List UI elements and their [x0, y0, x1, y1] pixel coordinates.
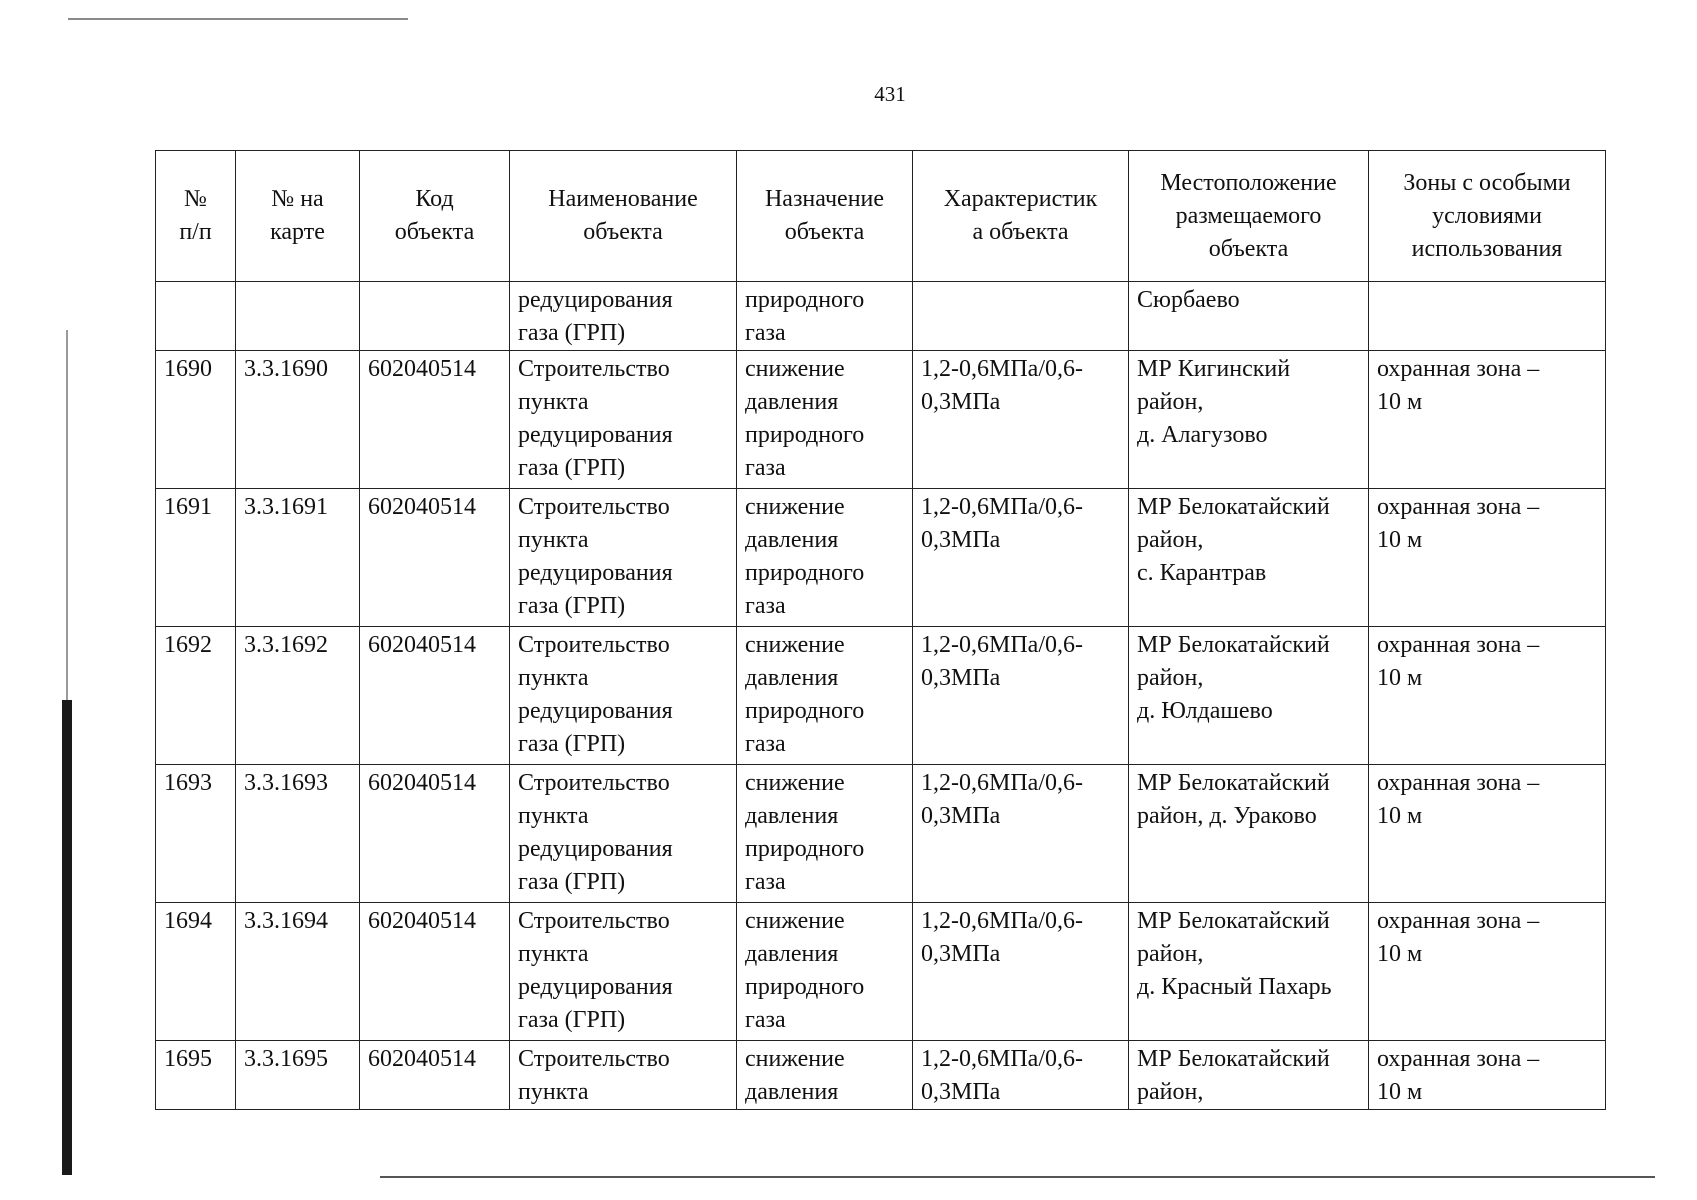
cell-object-location: МР Белокатайский район, д. Ураково — [1129, 765, 1369, 903]
cell-map-number — [236, 282, 360, 351]
cell-object-location: МР Белокатайский район, с. Карантрав — [1129, 489, 1369, 627]
cell-object-purpose: снижение давления природного газа — [737, 627, 913, 765]
cell-object-code: 602040514 — [360, 627, 510, 765]
cell-special-zones: охранная зона – 10 м — [1369, 903, 1606, 1041]
scan-artifact-bottom-line — [380, 1176, 1655, 1178]
cell-object-name: Строительство пункта редуцирования газа (ГРП) — [510, 765, 737, 903]
cell-object-characteristics: 1,2-0,6МПа/0,6- 0,3МПа — [913, 903, 1129, 1041]
cell-object-purpose: снижение давления природного газа — [737, 903, 913, 1041]
cell-object-code — [360, 282, 510, 351]
cell-object-name: Строительство пункта редуцирования газа (ГРП) — [510, 903, 737, 1041]
cell-object-purpose: природного газа — [737, 282, 913, 351]
cell-object-location: Сюрбаево — [1129, 282, 1369, 351]
header-object-purpose: Назначение объекта — [737, 151, 913, 282]
cell-row-number: 1690 — [156, 351, 236, 489]
cell-object-code: 602040514 — [360, 489, 510, 627]
cell-object-characteristics: 1,2-0,6МПа/0,6- 0,3МПа — [913, 351, 1129, 489]
cell-object-name: Строительство пункта редуцирования газа (ГРП) — [510, 489, 737, 627]
cell-object-code: 602040514 — [360, 765, 510, 903]
table-row-continuation — [156, 282, 1606, 351]
cell-special-zones: охранная зона – 10 м — [1369, 351, 1606, 489]
cell-object-name: Строительство пункта редуцирования газа (ГРП) — [510, 351, 737, 489]
cell-object-characteristics: 1,2-0,6МПа/0,6- 0,3МПа — [913, 1041, 1129, 1110]
header-map-number: № на карте — [236, 151, 360, 282]
cell-special-zones: охранная зона – 10 м — [1369, 627, 1606, 765]
cell-map-number: 3.3.1694 — [236, 903, 360, 1041]
cell-object-characteristics: 1,2-0,6МПа/0,6- 0,3МПа — [913, 765, 1129, 903]
cell-object-characteristics — [913, 282, 1129, 351]
cell-row-number: 1691 — [156, 489, 236, 627]
cell-object-location: МР Кигинский район, д. Алагузово — [1129, 351, 1369, 489]
cell-object-location: МР Белокатайский район, д. Юлдашево — [1129, 627, 1369, 765]
cell-map-number: 3.3.1691 — [236, 489, 360, 627]
cell-object-code: 602040514 — [360, 903, 510, 1041]
cell-object-purpose: снижение давления природного газа — [737, 489, 913, 627]
cell-object-purpose: снижение давления природного газа — [737, 351, 913, 489]
cell-object-location: МР Белокатайский район, — [1129, 1041, 1369, 1110]
scan-artifact-top-line — [68, 18, 408, 20]
cell-map-number: 3.3.1690 — [236, 351, 360, 489]
table-header-row — [156, 151, 1606, 282]
cell-object-purpose: снижение давления — [737, 1041, 913, 1110]
objects-table-container — [155, 150, 1605, 1110]
cell-row-number: 1694 — [156, 903, 236, 1041]
header-object-characteristics: Характеристик а объекта — [913, 151, 1129, 282]
scan-artifact-left-thin — [66, 330, 68, 700]
cell-object-code: 602040514 — [360, 351, 510, 489]
header-object-code: Код объекта — [360, 151, 510, 282]
header-special-zones: Зоны с особыми условиями использования — [1369, 151, 1606, 282]
cell-special-zones: охранная зона – 10 м — [1369, 1041, 1606, 1110]
cell-special-zones: охранная зона – 10 м — [1369, 489, 1606, 627]
cell-map-number: 3.3.1695 — [236, 1041, 360, 1110]
header-row-number: № п/п — [156, 151, 236, 282]
cell-row-number — [156, 282, 236, 351]
cell-object-characteristics: 1,2-0,6МПа/0,6- 0,3МПа — [913, 627, 1129, 765]
table-row — [156, 903, 1606, 1041]
header-object-location: Местоположение размещаемого объекта — [1129, 151, 1369, 282]
cell-object-name: редуцирования газа (ГРП) — [510, 282, 737, 351]
table-row — [156, 351, 1606, 489]
cell-row-number: 1695 — [156, 1041, 236, 1110]
cell-object-code: 602040514 — [360, 1041, 510, 1110]
cell-object-location: МР Белокатайский район, д. Красный Пахарь — [1129, 903, 1369, 1041]
cell-object-name: Строительство пункта — [510, 1041, 737, 1110]
table-row — [156, 627, 1606, 765]
cell-map-number: 3.3.1693 — [236, 765, 360, 903]
table-row — [156, 765, 1606, 903]
cell-object-name: Строительство пункта редуцирования газа (ГРП) — [510, 627, 737, 765]
cell-special-zones: охранная зона – 10 м — [1369, 765, 1606, 903]
table-row — [156, 1041, 1606, 1110]
cell-map-number: 3.3.1692 — [236, 627, 360, 765]
objects-table — [155, 150, 1606, 1110]
cell-row-number: 1692 — [156, 627, 236, 765]
cell-object-purpose: снижение давления природного газа — [737, 765, 913, 903]
cell-row-number: 1693 — [156, 765, 236, 903]
page-number: 431 — [874, 82, 906, 106]
scan-artifact-left-edge — [62, 700, 72, 1175]
cell-special-zones — [1369, 282, 1606, 351]
cell-object-characteristics: 1,2-0,6МПа/0,6- 0,3МПа — [913, 489, 1129, 627]
header-object-name: Наименование объекта — [510, 151, 737, 282]
table-row — [156, 489, 1606, 627]
